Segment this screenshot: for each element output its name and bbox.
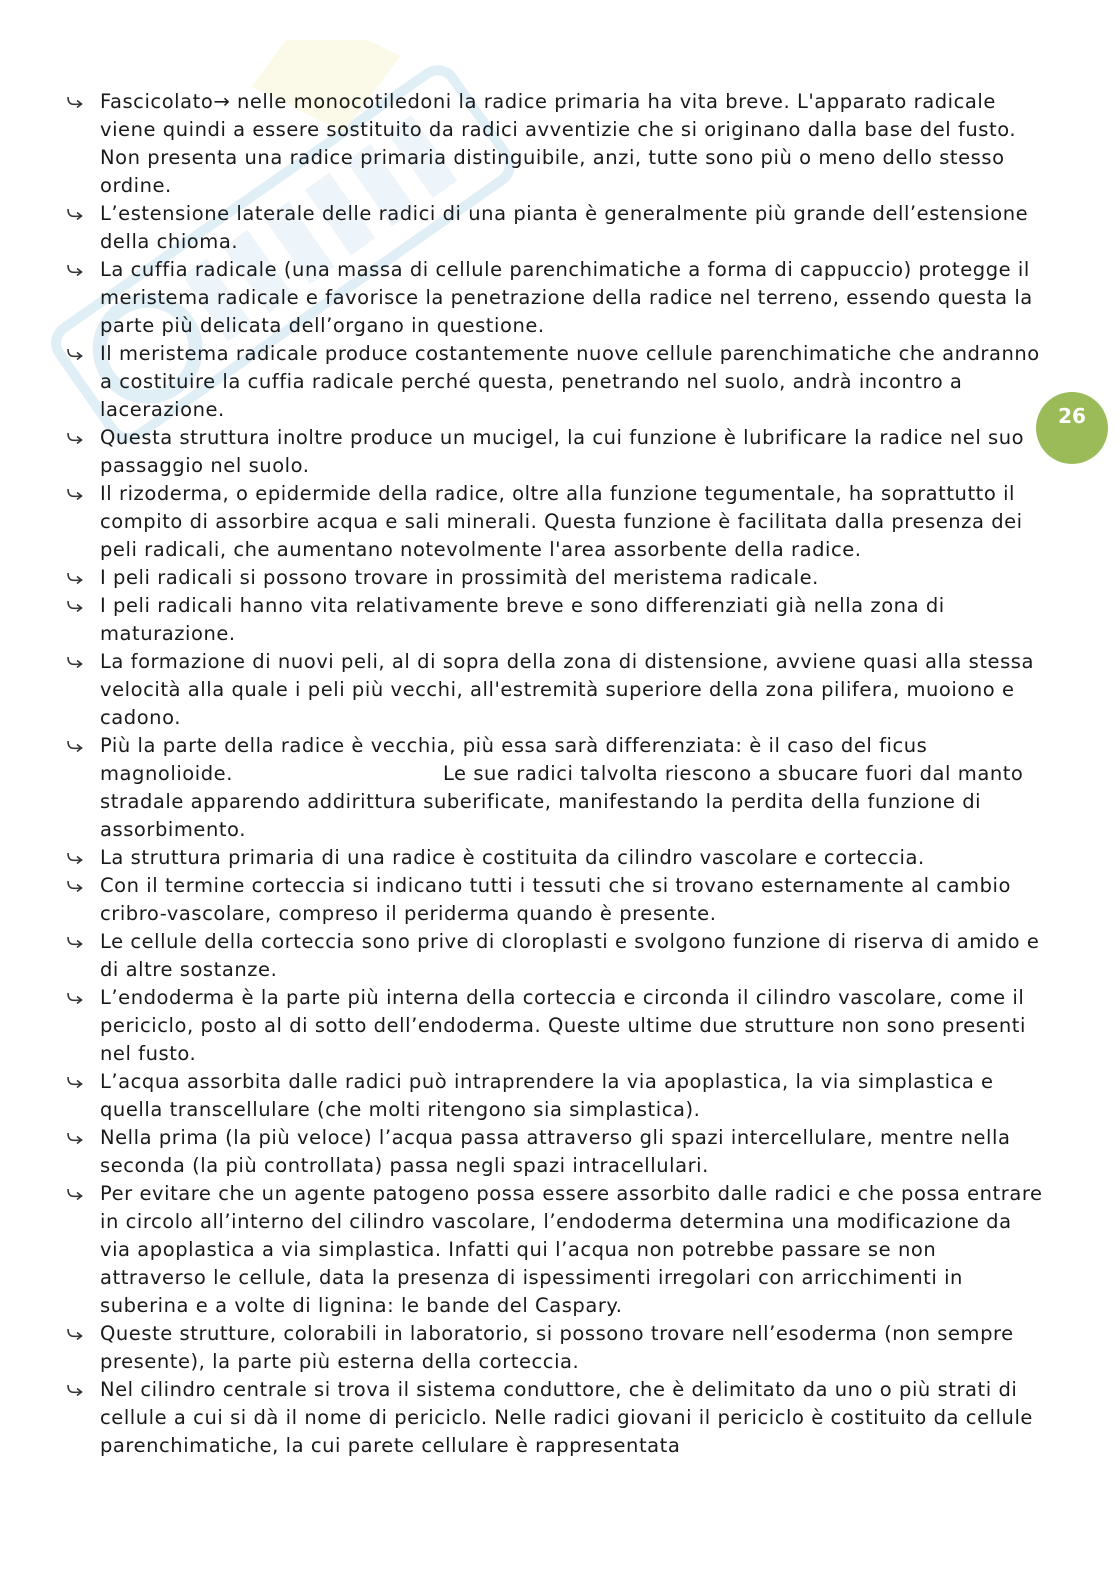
list-item <box>66 872 1046 928</box>
list-item <box>66 648 1046 732</box>
list-item-text: L’acqua assorbita dalle radici può intraprendere la via apoplastica, la via simplastica e quella transcellulare (che molti ritengono sia simplastica). <box>100 1070 994 1121</box>
curved-arrow-bullet-icon <box>66 991 84 1005</box>
curved-arrow-bullet-icon <box>66 571 84 585</box>
curved-arrow-bullet-icon <box>66 851 84 865</box>
list-item <box>66 1124 1046 1180</box>
curved-arrow-bullet-icon <box>66 1187 84 1201</box>
list-item <box>66 844 1046 872</box>
document-body <box>66 88 1046 1460</box>
list-item-text: I peli radicali hanno vita relativamente breve e sono differenziati già nella zona di maturazione. <box>100 594 945 645</box>
list-item <box>66 256 1046 340</box>
list-item <box>66 88 1046 200</box>
list-item <box>66 424 1046 480</box>
curved-arrow-bullet-icon <box>66 739 84 753</box>
list-item-text: Nella prima (la più veloce) l’acqua passa attraverso gli spazi intercellulare, mentre nella seconda (la più controllata) passa negli spazi intracellulari. <box>100 1126 1011 1177</box>
list-item-text: La cuffia radicale (una massa di cellule parenchimatiche a forma di cappuccio) protegge il meristema radicale e favorisce la penetrazione della radice nel terreno, essendo questa la parte più delicata dell’organo in questione. <box>100 258 1033 337</box>
list-item <box>66 1180 1046 1320</box>
list-item <box>66 340 1046 424</box>
page-number: 26 <box>1058 404 1086 428</box>
list-item-text: L’endoderma è la parte più interna della corteccia e circonda il cilindro vascolare, come il periciclo, posto al di sotto dell’endoderma. Queste ultime due strutture non sono presenti nel fusto. <box>100 986 1026 1065</box>
list-item <box>66 480 1046 564</box>
list-item-text: Con il termine corteccia si indicano tutti i tessuti che si trovano esternamente al cambio cribro-vascolare, compreso il periderma quando è presente. <box>100 874 1011 925</box>
list-item <box>66 984 1046 1068</box>
list-item <box>66 200 1046 256</box>
list-item-text: Le cellule della corteccia sono prive di cloroplasti e svolgono funzione di riserva di amido e di altre sostanze. <box>100 930 1040 981</box>
curved-arrow-bullet-icon <box>66 207 84 221</box>
list-item-text: I peli radicali si possono trovare in prossimità del meristema radicale. <box>100 566 819 589</box>
bullet-list <box>66 88 1046 1460</box>
list-item-text: Nel cilindro centrale si trova il sistema conduttore, che è delimitato da uno o più strati di cellule a cui si dà il nome di periciclo. Nelle radici giovani il periciclo è costituito da cellule parenchimatiche, la cui parete cellulare è rappresentata <box>100 1378 1033 1457</box>
curved-arrow-bullet-icon <box>66 599 84 613</box>
curved-arrow-bullet-icon <box>66 935 84 949</box>
curved-arrow-bullet-icon <box>66 347 84 361</box>
list-item-text: Per evitare che un agente patogeno possa essere assorbito dalle radici e che possa entrare in circolo all’interno del cilindro vascolare, l’endoderma determina una modificazione da via apoplastica a via simplastica. Infatti qui l’acqua non potrebbe passare se non attraverso le cellule, data la presenza di ispessimenti irregolari con arricchimenti in suberina e a volte di lignina: le bande del Caspary. <box>100 1182 1043 1317</box>
list-item-text: Questa struttura inoltre produce un mucigel, la cui funzione è lubrificare la radice nel suo passaggio nel suolo. <box>100 426 1025 477</box>
list-item-text: Il rizoderma, o epidermide della radice, oltre alla funzione tegumentale, ha soprattutto il compito di assorbire acqua e sali minerali. Questa funzione è facilitata dalla presenza dei peli radicali, che aumentano notevolmente l'area assorbente della radice. <box>100 482 1023 561</box>
curved-arrow-bullet-icon <box>66 263 84 277</box>
list-item-text: L’estensione laterale delle radici di una pianta è generalmente più grande dell’estensione della chioma. <box>100 202 1029 253</box>
list-item <box>66 1376 1046 1460</box>
curved-arrow-bullet-icon <box>66 95 84 109</box>
list-item-text: Più la parte della radice è vecchia, più essa sarà differenziata: è il caso del ficus magnolioide. <box>100 734 928 785</box>
curved-arrow-bullet-icon <box>66 655 84 669</box>
list-item <box>66 928 1046 984</box>
list-item-text: La formazione di nuovi peli, al di sopra della zona di distensione, avviene quasi alla stessa velocità alla quale i peli più vecchi, all'estremità superiore della zona pilifera, muoiono e cadono. <box>100 650 1035 729</box>
curved-arrow-bullet-icon <box>66 487 84 501</box>
curved-arrow-bullet-icon <box>66 1131 84 1145</box>
list-item <box>66 1068 1046 1124</box>
list-item <box>66 564 1046 592</box>
curved-arrow-bullet-icon <box>66 1075 84 1089</box>
list-item <box>66 732 1046 844</box>
list-item-text: Fascicolato→ nelle monocotiledoni la radice primaria ha vita breve. L'apparato radicale viene quindi a essere sostituito da radici avventizie che si originano dalla base del fusto. Non presenta una radice primaria distinguibile, anzi, tutte sono più o meno dello stesso ordine. <box>100 90 1017 197</box>
curved-arrow-bullet-icon <box>66 1383 84 1397</box>
list-item-text: Le sue radici talvolta riescono a sbucare fuori dal manto stradale apparendo addirittura suberificate, manifestando la perdita della funzione di assorbimento. <box>100 762 1024 841</box>
curved-arrow-bullet-icon <box>66 431 84 445</box>
list-item-text: La struttura primaria di una radice è costituita da cilindro vascolare e corteccia. <box>100 846 925 869</box>
page-number-badge <box>1036 392 1108 464</box>
curved-arrow-bullet-icon <box>66 879 84 893</box>
list-item <box>66 1320 1046 1376</box>
list-item-text: Queste strutture, colorabili in laboratorio, si possono trovare nell’esoderma (non sempre presente), la parte più esterna della corteccia. <box>100 1322 1014 1373</box>
curved-arrow-bullet-icon <box>66 1327 84 1341</box>
list-item <box>66 592 1046 648</box>
list-item-text: Il meristema radicale produce costantemente nuove cellule parenchimatiche che andranno a costituire la cuffia radicale perché questa, penetrando nel suolo, andrà incontro a lacerazione. <box>100 342 1040 421</box>
